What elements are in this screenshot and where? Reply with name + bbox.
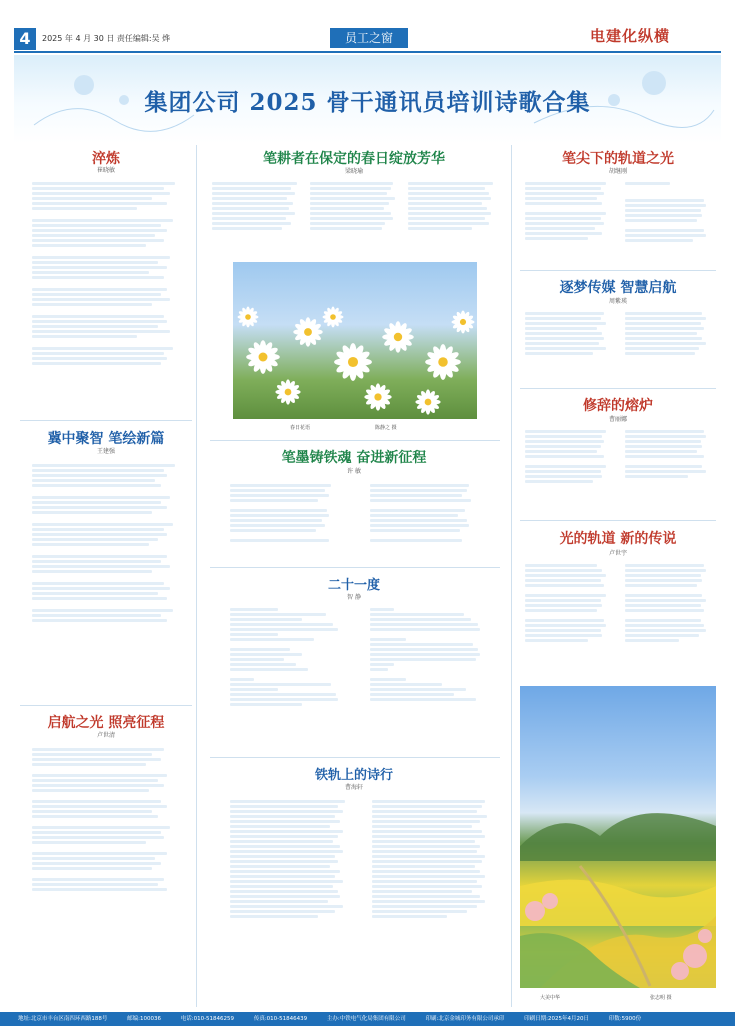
poem-body-bigeng-col2 — [310, 180, 402, 232]
poem-body-bigeng-col3 — [408, 180, 500, 232]
poem-body-guangdao-col1 — [525, 562, 615, 644]
poem-author-ershiyidu: 智 静 — [347, 594, 361, 601]
poem-title-cuilian: 淬炼 — [92, 151, 120, 167]
poem-body-qihang — [32, 746, 182, 893]
page-number: 4 — [14, 28, 36, 50]
daisy-flower — [323, 307, 344, 328]
landscape-credit: 张志明 摄 — [650, 995, 672, 1001]
poem-body-ershiyidu-col1 — [230, 606, 350, 708]
daisy-flower — [415, 389, 440, 414]
poem-body-tiegui-col1 — [230, 798, 355, 920]
landscape-illustration — [520, 686, 716, 988]
section-divider — [520, 520, 716, 521]
daisy-credit: 陈静之 摄 — [375, 425, 397, 431]
footer-phone: 电话:010-51846259 — [180, 1016, 235, 1022]
daisy-flower — [238, 307, 259, 328]
section-divider — [210, 567, 500, 568]
poem-body-bimo-col2 — [370, 482, 480, 544]
poem-title-xiuci: 修辞的熔炉 — [583, 398, 653, 414]
banner-title: 集团公司 2025 骨干通讯员培训诗歌合集 — [144, 89, 591, 116]
poem-body-cuilian — [32, 180, 182, 367]
daisy-flower — [382, 321, 414, 353]
daisy-caption: 春日花语 — [290, 425, 311, 431]
poem-title-guangdao: 光的轨道 新的传说 — [559, 531, 677, 547]
header-rule — [14, 51, 721, 53]
poem-author-bigeng: 梁晓瑜 — [344, 168, 363, 175]
poem-title-qihang: 启航之光 照亮征程 — [47, 715, 165, 731]
poem-author-guangdao: 卢世宇 — [608, 550, 627, 557]
footer-postcode: 邮编:100036 — [127, 1016, 161, 1022]
masthead-logo: 电建化纵横 — [590, 27, 671, 45]
poem-body-zhumeng-col1 — [525, 310, 615, 357]
footer-print-date: 印刷日期:2025年4月20日 — [524, 1016, 589, 1022]
poem-author-qihang: 卢世清 — [96, 732, 115, 739]
poem-author-bijian: 胡继刚 — [608, 168, 627, 175]
poem-body-bimo-col1 — [230, 482, 340, 544]
poem-author-bimo: 许 敏 — [347, 468, 361, 475]
section-divider — [20, 705, 192, 706]
poem-title-ershiyidu: 二十一度 — [327, 578, 380, 593]
poem-body-xiuci-col2 — [625, 428, 715, 480]
section-divider — [20, 420, 192, 421]
daisy-flower — [293, 317, 322, 346]
poem-body-xiuci-col1 — [525, 428, 615, 485]
poem-title-bijian: 笔尖下的轨道之光 — [562, 151, 674, 167]
poem-title-tiegui: 铁轨上的诗行 — [314, 768, 393, 783]
poem-author-zhumeng: 周紫瑛 — [608, 298, 627, 305]
daisy-flower — [275, 379, 300, 404]
daisy-illustration — [233, 262, 477, 419]
poem-title-zhumeng: 逐梦传媒 智慧启航 — [559, 280, 677, 296]
section-label: 员工之窗 — [330, 28, 408, 48]
daisy-flower — [246, 340, 280, 374]
footer-publisher: 主办:中铁电气化局集团有限公司 — [326, 1016, 406, 1022]
poem-author-cuilian: 崔晓敏 — [96, 167, 115, 174]
daisy-flower — [334, 343, 372, 381]
footer-bar — [0, 1012, 735, 1026]
poem-author-tiegui: 曹海轩 — [344, 784, 363, 791]
poem-body-tiegui-col2 — [372, 798, 497, 920]
section-divider — [210, 440, 500, 441]
daisy-flower — [451, 310, 474, 333]
landscape-photo — [520, 686, 716, 988]
poem-body-ershiyidu-col2 — [370, 606, 490, 703]
footer-printer: 印刷:北京金城印务有限公司承印 — [425, 1016, 505, 1022]
poem-body-bijian-col1 — [525, 180, 615, 242]
poem-title-bimo: 笔墨铸铁魂 奋进新征程 — [281, 450, 427, 466]
poem-author-jizhong: 王建强 — [96, 448, 115, 455]
section-divider — [520, 270, 716, 271]
poem-body-bijian-col2 — [625, 180, 715, 244]
poem-author-xiuci: 曹丽娜 — [608, 416, 627, 423]
poem-body-bigeng-col1 — [212, 180, 304, 232]
poem-title-jizhong: 冀中聚智 笔绘新篇 — [47, 431, 165, 447]
footer-address: 地址:北京市丰台区南四环西路188号 — [18, 1016, 108, 1022]
column-divider — [511, 145, 512, 1007]
footer-fax: 传真:010-51846439 — [253, 1016, 308, 1022]
poem-body-zhumeng-col2 — [625, 310, 715, 357]
poem-title-bigeng: 笔耕者在保定的春日绽放芳华 — [263, 151, 445, 167]
daisy-photo — [233, 262, 477, 419]
daisy-flower — [364, 383, 391, 410]
poem-body-guangdao-col2 — [625, 562, 715, 644]
dateline: 2025 年 4 月 30 日 责任编辑:吴 烨 — [42, 34, 171, 43]
daisy-flower — [425, 344, 461, 380]
landscape-caption: 大美中华 — [540, 995, 561, 1001]
poem-body-jizhong — [32, 462, 182, 624]
column-divider — [196, 145, 197, 1007]
section-divider — [210, 757, 500, 758]
footer-copies: 印数:5900份 — [608, 1016, 642, 1022]
section-divider — [520, 388, 716, 389]
